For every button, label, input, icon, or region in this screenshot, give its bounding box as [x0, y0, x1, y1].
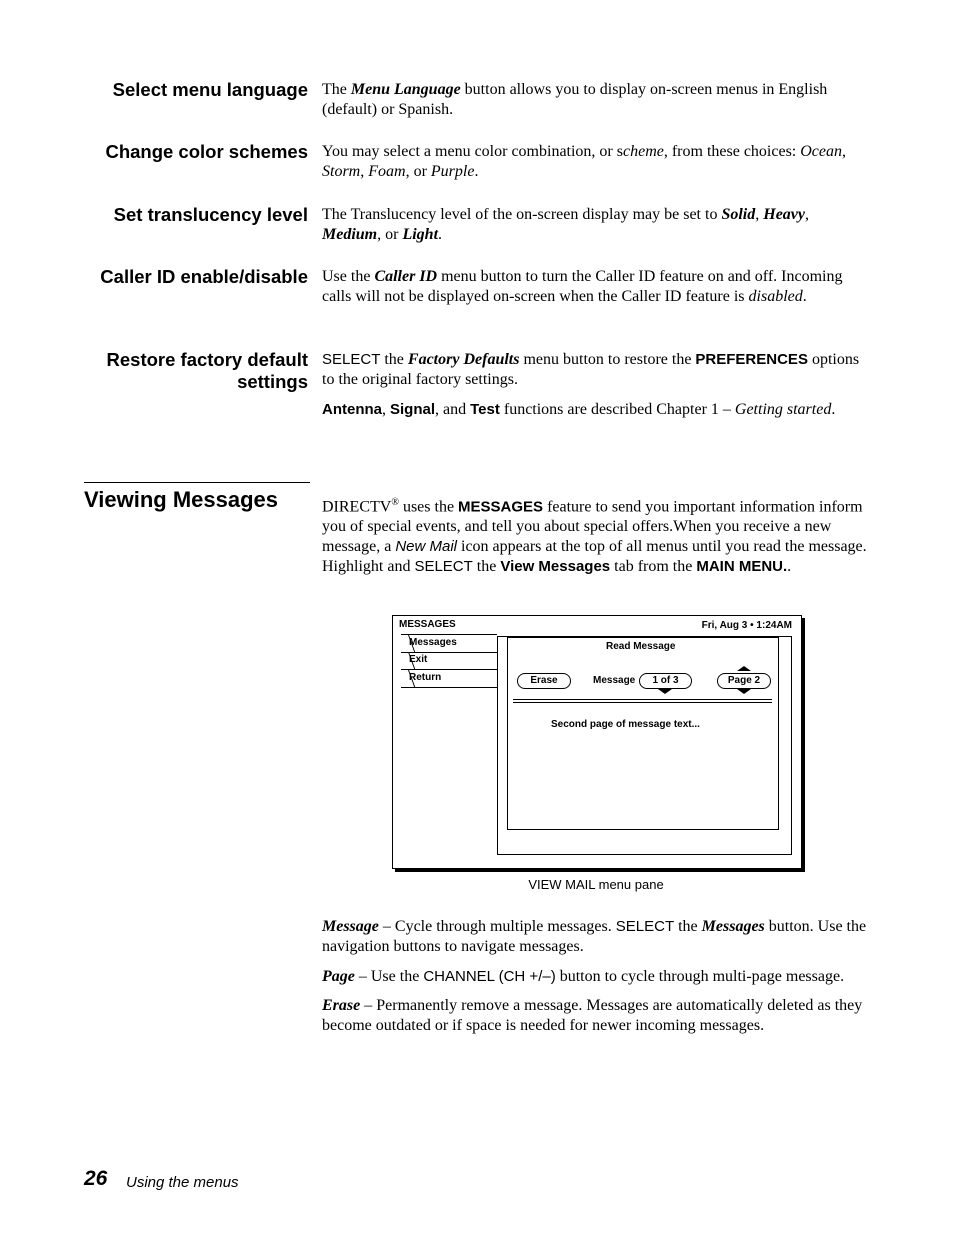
section-rule — [84, 482, 310, 483]
menu-tab-label: Messages — [409, 637, 457, 648]
heading-line-1: Restore factory default — [106, 349, 308, 370]
message-label: Message — [593, 675, 636, 686]
heading-change-color-schemes: Change color schemes — [105, 141, 308, 162]
definition-message: Message – Cycle through multiple messages. SELECT the Messages button. Use the navigation buttons to navigate messages. — [322, 918, 867, 955]
definition-erase: Erase – Permanently remove a message. Messages are automatically deleted as they become outdated or if space is needed for newer incoming messages. — [322, 997, 863, 1034]
message-body-text: Second page of message text... — [551, 719, 700, 730]
heading-set-translucency-level: Set translucency level — [113, 204, 308, 225]
page-button[interactable]: Page 2 — [717, 673, 771, 689]
page-up-arrow-icon[interactable] — [737, 666, 751, 671]
erase-button[interactable]: Erase — [517, 673, 571, 689]
heading-line-2: settings — [237, 371, 308, 392]
paragraph-translucency: The Translucency level of the on-screen display may be set to Solid, Heavy, Medium, or Light. — [322, 206, 809, 243]
menu-tab-label: Return — [409, 672, 442, 683]
page-number: 26 — [84, 1167, 108, 1190]
menu-tab-exit[interactable] — [401, 652, 497, 670]
panel-title: Read Message — [606, 641, 676, 652]
paragraph-color-schemes: You may select a menu color combination, or scheme, from these choices: Ocean, Storm, Foam, or Purple. — [322, 143, 847, 180]
panel-separator — [513, 699, 772, 703]
screen-datetime: Fri, Aug 3 • 1:24AM — [701, 620, 792, 631]
figure-caption: VIEW MAIL menu pane — [528, 877, 664, 892]
paragraph-factory-defaults: SELECT the Factory Defaults menu button to restore the PREFERENCES options to the original factory settings. — [322, 351, 860, 388]
menu-tab-messages[interactable] — [401, 634, 497, 653]
menu-tab-return[interactable] — [401, 670, 497, 688]
menu-tab-label: Exit — [409, 654, 428, 665]
definition-page: Page – Use the CHANNEL (CH +/–) button to cycle through multi-page message. — [322, 968, 845, 985]
paragraph-antenna-signal-test: Antenna, Signal, and Test functions are described Chapter 1 – Getting started. — [322, 401, 836, 418]
heading-caller-id: Caller ID enable/disable — [100, 266, 308, 287]
paragraph-menu-language: The Menu Language button allows you to display on-screen menus in English (default) or Spanish. — [322, 81, 828, 118]
heading-select-menu-language: Select menu language — [112, 79, 308, 100]
message-counter[interactable]: 1 of 3 — [639, 673, 692, 689]
chapter-name: Using the menus — [126, 1174, 239, 1191]
paragraph-caller-id: Use the Caller ID menu button to turn the Caller ID feature on and off. Incoming calls will not be displayed on-screen when the Caller ID feature is disabled. — [322, 268, 843, 305]
section-title-viewing-messages: Viewing Messages — [84, 487, 279, 512]
messages-screen — [392, 615, 802, 869]
page-down-arrow-icon[interactable] — [737, 689, 751, 694]
screen-title: MESSAGES — [399, 619, 456, 630]
message-down-arrow-icon[interactable] — [658, 689, 672, 694]
paragraph-viewing-messages: DIRECTV® uses the MESSAGES feature to send you important information inform you of special events, and tell you about special offers.When you receive a new message, a New Mail icon appears at the top of all menus until you read the message. Highlight and SELECT the View Messages tab from the MAIN MENU.. — [322, 497, 867, 576]
heading-restore-factory-default — [107, 349, 309, 393]
